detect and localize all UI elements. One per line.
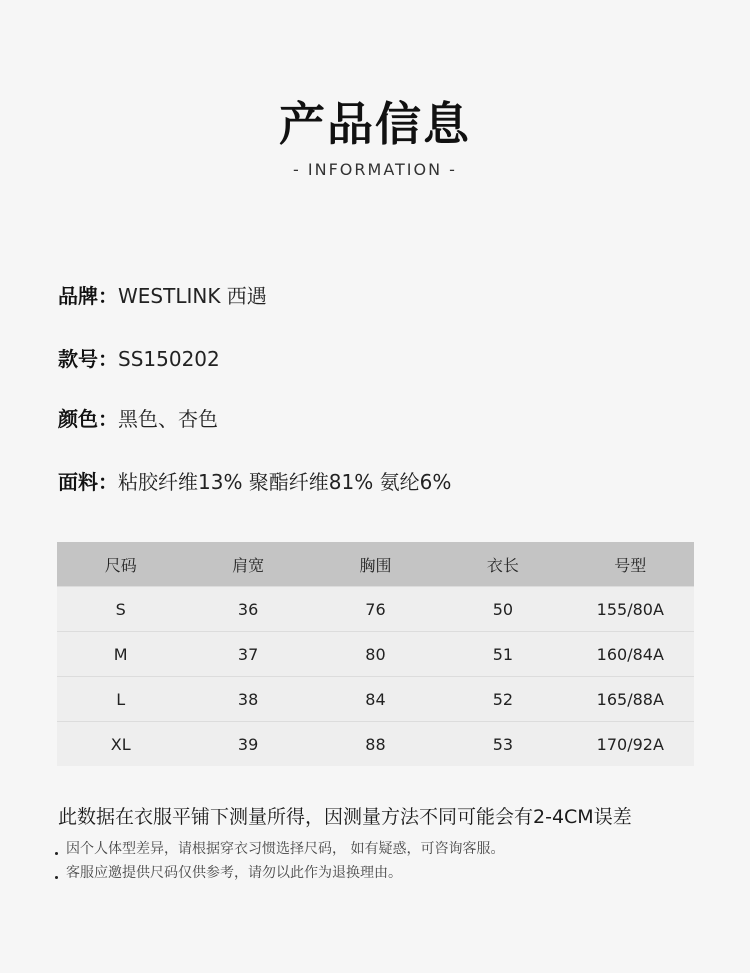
table-row — [57, 632, 694, 677]
column-header: 肩宽 — [184, 542, 311, 587]
table-cell: 38 — [184, 677, 311, 722]
column-header: 胸围 — [312, 542, 439, 587]
table-row — [57, 722, 694, 767]
info-label: 品牌： — [58, 284, 118, 308]
table-cell: 52 — [439, 677, 566, 722]
column-header: 衣长 — [439, 542, 566, 587]
table-cell: 53 — [439, 722, 566, 767]
info-label: 面料： — [58, 470, 118, 494]
measurement-note: 此数据在衣服平铺下测量所得，因测量方法不同可能会有2-4CM误差 — [58, 806, 632, 828]
column-header: 尺码 — [57, 542, 184, 587]
column-header: 号型 — [567, 542, 694, 587]
table-cell: 170/92A — [567, 722, 694, 767]
table-cell: 36 — [184, 587, 311, 632]
table-cell: M — [57, 632, 184, 677]
info-label: 颜色： — [58, 407, 118, 431]
note-text: 客服应邀提供尺码仅供参考，请勿以此作为退换理由。 — [66, 865, 402, 881]
table-cell: 51 — [439, 632, 566, 677]
info-style-number — [58, 343, 220, 372]
info-value: 粘胶纤维13% 聚酯纤维81% 氨纶6% — [118, 470, 452, 494]
note-item — [55, 862, 402, 882]
bullet-icon — [55, 876, 58, 879]
table-cell: 165/88A — [567, 677, 694, 722]
info-value: SS150202 — [118, 347, 220, 371]
info-value: WESTLINK 西遇 — [118, 284, 267, 308]
info-value: 黑色、杏色 — [118, 407, 218, 431]
page-subtitle: - INFORMATION - — [293, 160, 457, 179]
table-header-row — [57, 542, 694, 587]
note-item — [55, 838, 504, 858]
info-brand — [58, 280, 267, 309]
table-cell: 84 — [312, 677, 439, 722]
table-cell: L — [57, 677, 184, 722]
table-cell: 88 — [312, 722, 439, 767]
info-color — [58, 403, 218, 432]
note-text: 因个人体型差异，请根据穿衣习惯选择尺码， 如有疑惑，可咨询客服。 — [66, 841, 505, 857]
info-fabric — [58, 466, 451, 495]
table-cell: XL — [57, 722, 184, 767]
size-table — [57, 542, 694, 766]
table-cell: 80 — [312, 632, 439, 677]
page-title: 产品信息 — [279, 97, 471, 151]
table-cell: 39 — [184, 722, 311, 767]
table-cell: S — [57, 587, 184, 632]
table-cell: 76 — [312, 587, 439, 632]
table-cell: 160/84A — [567, 632, 694, 677]
bullet-icon — [55, 852, 58, 855]
table-row — [57, 587, 694, 632]
info-label: 款号： — [58, 347, 118, 371]
table-cell: 50 — [439, 587, 566, 632]
table-row — [57, 677, 694, 722]
table-cell: 37 — [184, 632, 311, 677]
table-cell: 155/80A — [567, 587, 694, 632]
